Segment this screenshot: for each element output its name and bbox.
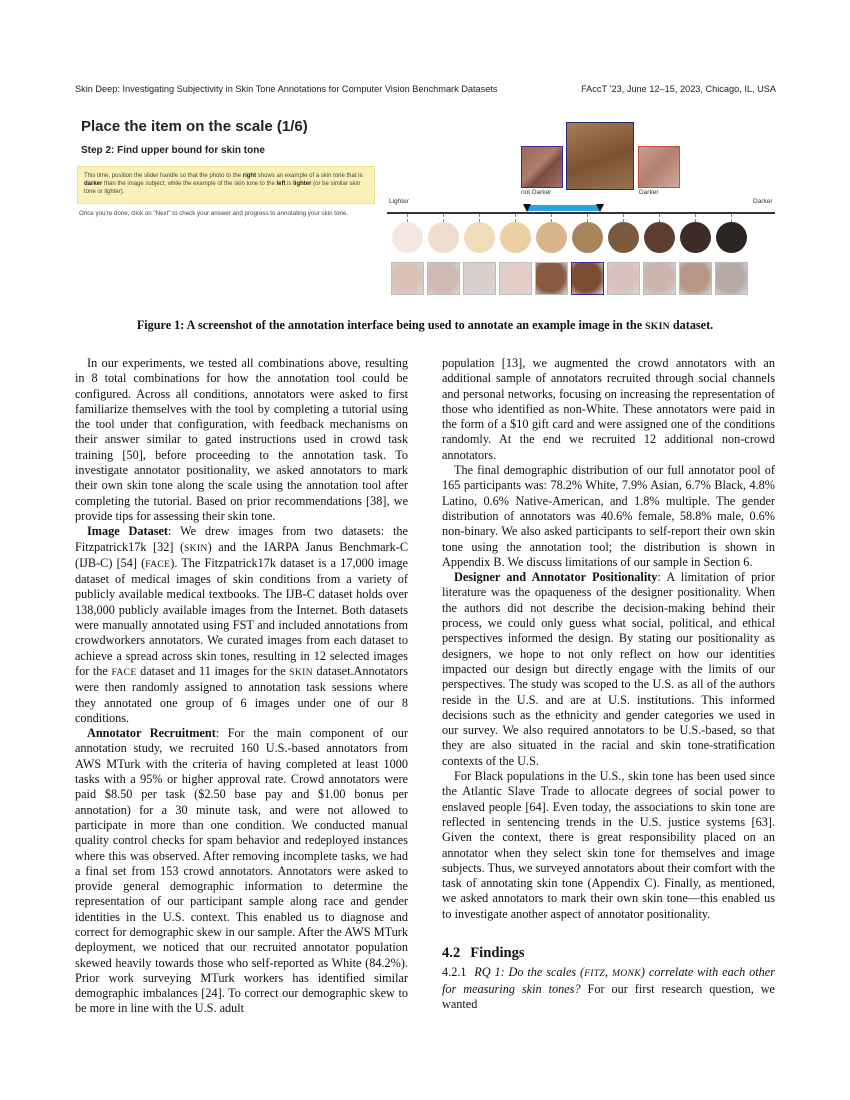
figure-ui-title: Place the item on the scale (1/6) — [81, 118, 308, 135]
skin-tone-swatch — [500, 222, 531, 253]
figure-ui-instruction-box: This time, position the slider handle so that the photo to the right shows an example of a skin tone that is darker than the image subject, while the example of the skin tone to the left is lighter (or be similar skin tone or lighter). — [77, 166, 375, 204]
scale-tick — [479, 214, 480, 222]
skin-tone-swatch — [644, 222, 675, 253]
slider-selected-range — [527, 205, 600, 211]
subject-image — [566, 122, 634, 190]
scale-tick — [731, 214, 732, 222]
scale-tick — [623, 214, 624, 222]
reference-image-not-darker — [521, 146, 563, 188]
scale-tick — [551, 214, 552, 222]
example-thumbnail — [715, 262, 748, 295]
example-thumbnail — [535, 262, 568, 295]
example-thumbnail — [463, 262, 496, 295]
scale-tick — [443, 214, 444, 222]
section-heading-findings: 4.2 Findings — [442, 944, 525, 961]
skin-tone-swatch — [464, 222, 495, 253]
slider-handle-upper[interactable] — [596, 204, 604, 212]
paragraph: In our experiments, we tested all combinations above, resulting in 8 total combinations for how the annotation tool could be configured. Across all conditions, annotators were asked to first familiarize themselves with the tool by completing a tutorial using the tool under that configuration, with feedback mechanisms on their answer similar to gated instructions used in crowd task training [50], before proceeding to the annotation task. To investigate annotator positionality, we asked annotators to mark their own skin tone along the scale using the annotation tool after completing the tutorial. Based on prior recommendations [38], we provide tips for assessing their skin tone. — [75, 356, 408, 523]
example-thumbnail — [427, 262, 460, 295]
label-darker: Darker — [639, 189, 659, 196]
running-header-venue: FAccT ’23, June 12–15, 2023, Chicago, IL, USA — [581, 84, 776, 94]
reference-image-darker — [638, 146, 680, 188]
example-thumbnail — [607, 262, 640, 295]
label-not-darker: not Darker — [521, 189, 552, 196]
axis-label-lighter: Lighter — [389, 198, 409, 205]
figure-1 — [75, 110, 775, 310]
axis-label-darker: Darker — [753, 198, 773, 205]
paragraph-image-dataset: Image Dataset: We drew images from two datasets: the Fitzpatrick17k [32] (SKIN) and the IARPA Janus Benchmark-C (IJB-C) [54] (FACE). The Fitzpatrick17k dataset is a 17,000 image dataset of medical images of skin conditions from a variety of publicly available medical textbooks. The IJB-C dataset holds over 138,000 publicly available images from the Internet. Both datasets were manually annotated using FST and included annotations from crowdworkers annotators. We curated images from each dataset to achieve a spread across skin tones, resulting in 12 selected images for the FACE dataset and 11 images for the SKIN dataset.Annotators were then randomly assigned to annotation task sessions where they annotated one group of 6 images under one of our 8 conditions. — [75, 524, 408, 725]
figure-ui-step: Step 2: Find upper bound for skin tone — [81, 145, 265, 156]
paragraph-annotator-recruitment: Annotator Recruitment: For the main component of our annotation study, we recruited 160 U.S.-based annotators from AWS MTurk with the criteria of having completed at least 1000 tasks with a 95% or higher approval rate. Crowd annotators were paid $8.50 per task ($2.50 base pay and $1.00 bonus per annotation) for a 30 minute task, and were not allowed to participate in more than one condition. We conducted manual quality control checks for spam behavior and redeployed instances where this was observed. After removing incomplete tasks, we had a final set from 153 crowd annotators. Annotators were asked to provide general demographic information to determine the representation of our participant sample along race and gender identities in the U.S. context. This enabled us to diagnose and correct for demographic skew in our sample. After the AWS MTurk deployment, we noticed that our recruited annotator population skewed heavily towards those who self-reported as White (84.2%). Prior work surveying MTurk workers has identified similar demographic imbalances [24]. To correct our demographic skew to be more in line with the U.S. adult — [75, 726, 408, 1016]
running-header-title: Skin Deep: Investigating Subjectivity in Skin Tone Annotations for Computer Vision Benchmark Datasets — [75, 84, 498, 94]
example-thumbnail — [643, 262, 676, 295]
skin-tone-swatch — [608, 222, 639, 253]
scale-tick — [587, 214, 588, 222]
skin-tone-swatch — [392, 222, 423, 253]
scale-axis — [387, 212, 775, 214]
figure-ui-next-note: Once you're done, click on "Next" to check your answer and progress to annotating your skin tone. — [79, 210, 349, 217]
scale-tick — [407, 214, 408, 222]
skin-tone-swatch — [716, 222, 747, 253]
subsection-rq1: 4.2.1 RQ 1: Do the scales (FITZ, MONK) correlate with each other for measuring skin tones? For our first research question, we wanted — [442, 965, 775, 1011]
skin-tone-swatch — [680, 222, 711, 253]
skin-tone-swatch — [572, 222, 603, 253]
example-thumbnail — [391, 262, 424, 295]
right-column — [442, 356, 775, 1012]
paragraph: population [13], we augmented the crowd annotators with an additional sample of annotators recruited through social channels and personal networks, focusing on increasing the representation of those who identified as non-White. These annotators were paid in the form of a $10 gift card and were assigned one of the conditions randomly. At the end we recruited 12 additional non-crowd annotators. — [442, 356, 775, 462]
scale-tick — [695, 214, 696, 222]
slider-handle-lower[interactable] — [523, 204, 531, 212]
scale-tick — [659, 214, 660, 222]
scale-tick — [515, 214, 516, 222]
paragraph: For Black populations in the U.S., skin tone has been used since the Atlantic Slave Trade to allocate degrees of social power to enslaved people [64]. Even today, the associations to skin tone are reflected in sentencing trends in the U.S. justice systems [63]. Given the context, there is great responsibility placed on an annotator when they select skin tone for themselves and image subjects. Thus, we surveyed annotators about their comfort with the task of annotating skin tone (Appendix C). Finally, as mentioned, we asked annotators to mark their own skin tone—this enabled us to investigate another aspect of annotator positionality. — [442, 769, 775, 921]
example-thumbnail — [571, 262, 604, 295]
skin-tone-swatch — [428, 222, 459, 253]
skin-tone-swatch — [536, 222, 567, 253]
paragraph-positionality: Designer and Annotator Positionality: A limitation of prior literature was the opaqueness of the designer positionality. When the authors did not describe the decision-making behind their process, we could only guess what social, political, and ethical perspectives informed the design. By stating our positionality as designers, we hope to not only reflect on how our identities impacted our design but directly engage with the limits of our perspectives. The study was scoped to the U.S. as all of the authors reside in the U.S. and are at U.S. institutions. This informed decisions such as the ethnicity and gender categories we used in our survey. We also required annotators to be U.S.-based, so that they are also situated in the racial and skin tone-stratification contexts of the U.S. — [442, 570, 775, 768]
example-thumbnail — [499, 262, 532, 295]
left-column — [75, 356, 408, 1017]
paragraph: The final demographic distribution of our full annotator pool of 165 participants was: 78.2% White, 7.9% Asian, 6.7% Black, 4.8% Latino, 0.6% Native-American, and 1.8% multiple. The gender distribution of annotators was 40.6% female, 58.8% male, 0.6% non-binary. We also asked participants to self-report their own skin tone using the annotation tool; the distribution is shown in Appendix B. We discuss limitations of our sample in Section 6. — [442, 463, 775, 569]
figure-caption: Figure 1: A screenshot of the annotation interface being used to annotate an example image in the SKIN dataset. — [136, 318, 714, 332]
example-thumbnail — [679, 262, 712, 295]
